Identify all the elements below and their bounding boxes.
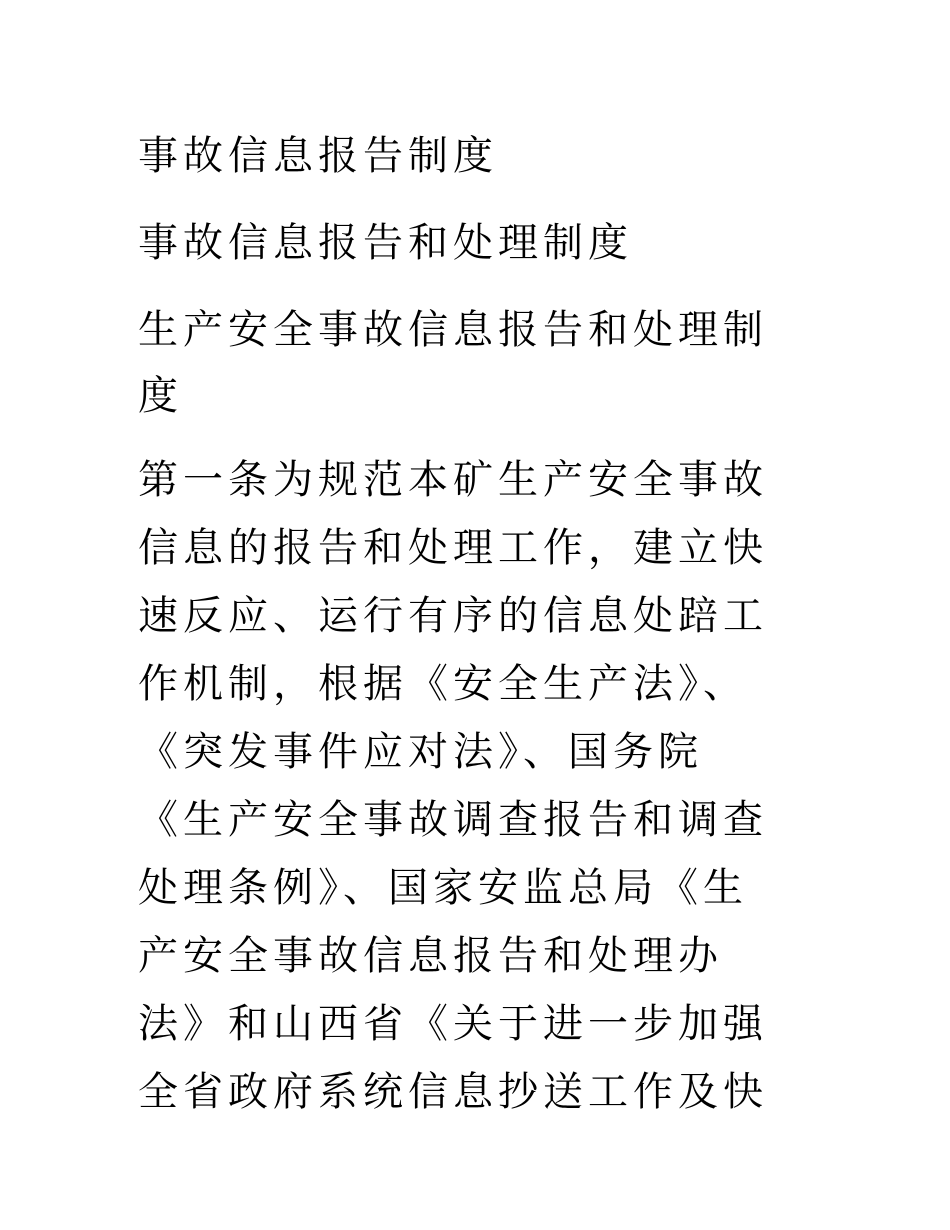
heading-3-line: 度	[138, 373, 183, 419]
heading-3-line: 生产安全事故信息报告和处理制	[138, 307, 768, 353]
heading-1: 事故信息报告制度	[138, 133, 498, 179]
heading-2: 事故信息报告和处理制度	[138, 220, 633, 266]
paragraph-line: 处理条例》、国家安监总局《生	[138, 865, 748, 911]
paragraph-line: 作机制，根据《安全生产法》、	[138, 661, 748, 707]
paragraph-line: 信息的报告和处理工作，建立快	[138, 525, 768, 571]
paragraph-line: 《突发事件应对法》、国务院	[138, 729, 703, 775]
paragraph-line: 第一条为规范本矿生产安全事故	[138, 457, 768, 503]
document-body	[138, 126, 778, 1126]
article-1-paragraph	[138, 446, 778, 1126]
paragraph-line: 速反应、运行有序的信息处踣工	[138, 593, 768, 639]
paragraph-line: 法》和山西省《关于进一步加强	[138, 1001, 768, 1047]
paragraph-line: 产安全事故信息报告和处理办	[138, 933, 723, 979]
paragraph-line: 《生产安全事故调查报告和调查	[138, 797, 768, 843]
paragraph-line: 全省政府系统信息抄送工作及快	[138, 1069, 768, 1115]
heading-3	[138, 300, 778, 426]
